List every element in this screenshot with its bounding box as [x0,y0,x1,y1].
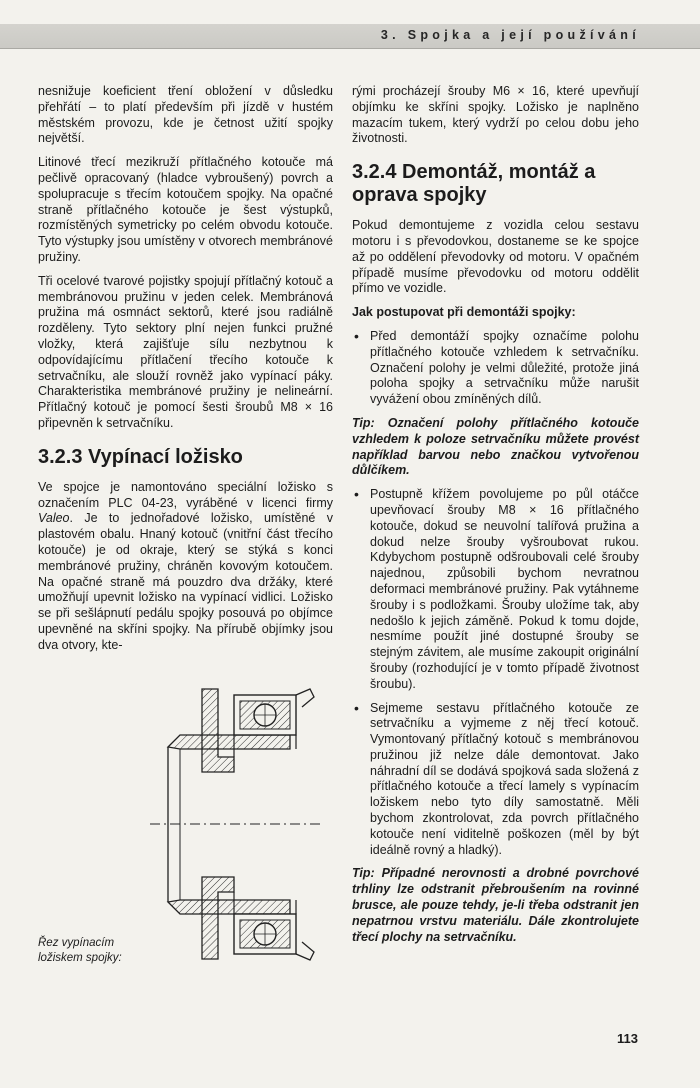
text-run: . Je to jednořadové ložisko, umístěné v plastovém obalu. Hnaný kotouč (vnitřní část třecího kotouče) je od okraje, který se stýká s konci membránové pružiny, chráněn kovovým kotoučem. Na opačné straně má pouzdro dva držáky, které umožňují upevnit ložisko na vypínací vidlici. Ložisko se při sešlápnutí pedálu spojky posouvá po objímce upevněné na skříni spojky. Na přírubě objímky jsou dva otvory, kte- [38,511,333,652]
bullet-list [352,329,639,408]
section-heading: 3.2.4 Demontáž, montáž a oprava spojky [352,161,596,207]
chapter-title: 3. Spojka a její používání [380,28,640,42]
paragraph: nesnižuje koeficient tření obložení v důsledku přehřátí – to platí především při jízdě v hustém městském provozu, kde je četnost užití spojky největší. [38,84,333,146]
subheading: Jak postupovat při demontáži spojky: [352,305,576,320]
list-item: • Sejmeme sestavu přítlačného kotouče ze setrvačníku a vyjmeme z něj třecí kotouč. Vymontovaný přítlačný kotouč s membránovou pružinou již nelze dále demontovat. Jako náhradní díl se dodává spojková sada složená z přítlačného kotouče a třecí lamely s vypínacím ložiskem nebo tyto díly samostatně. Měli bychom zkontrolovat, zda povrch přítlačného kotouče není viditelně poškozen (měl by být ideálně rovný a hladký). [352,701,639,859]
bearing-cross-section-drawing [150,687,320,962]
left-column [38,84,333,662]
page-number: 113 [617,1031,638,1046]
list-item: • Postupně křížem povolujeme po půl otáčce upevňovací šrouby M8 × 16 přítlačného kotouče, dokud se neuvolní talířová pružina a dokud nelze šrouby vyšroubovat rukou. Kdybychom postupně odšroubovali celé šrouby najednou, způsobili bychom nevratnou deformaci membránové pružiny. Pak vytáhneme šrouby i s podložkami. Šrouby uložíme tak, aby nedošlo k jejich záměně. Pokud k tomu dojde, nesmíme použít jiné dostupné šrouby se stejným závitem, ale musíme zakoupit originální šrouby (rozhodující je v tomto případě životnost šroubu). [352,487,639,692]
tip-note: Tip: Označení polohy přítlačného kotouče vzhledem k poloze setrvačníku můžete provést například barvou nebo značkou vytvořenou důlčíkem. [352,415,639,478]
paragraph [38,480,333,654]
list-item: • Před demontáží spojky označíme polohu přítlačného kotouče vzhledem k setrvačníku. Označení polohy je velmi důležité, protože jiná poloha spojky a setrvačníku může narušit vyvážení obou zmíněných dílů. [352,329,639,408]
chapter-header-bar [0,24,700,49]
paragraph: Pokud demontujeme z vozidla celou sestavu motoru i s převodovkou, dostaneme se ke spojce až po oddělení převodovky od motoru. V opačném případě musíme převodovku od motoru oddělit přímo ve vozidle. [352,218,639,296]
section-heading: 3.2.3 Vypínací ložisko [38,445,243,468]
paragraph: rými procházejí šrouby M6 × 16, které upevňují objímku ke skříni spojky. Ložisko je naplněno mazacím tukem, který vydrží po celou dobu jeho životnosti. [352,84,639,146]
text-run: Ve spojce je namontováno speciální ložisko s označením PLC 04-23, vyráběné v licenci firmy [38,479,333,510]
paragraph: Litinové třecí mezikruží přítlačného kotouče má pečlivě opracovaný (hladce vybroušený) povrch a spolupracuje s třecím kotoučem spojky. Na opačné straně přítlačného kotouče je šest výstupků, rozmístěných symetricky po celém obvodu kotouče. Tyto výstupky jsou umístěny v otvorech membránové pružiny. [38,155,333,264]
bullet-list [352,487,639,858]
brand-name: Valeo [38,511,70,526]
figure-caption: Řez vypínacím ložiskem spojky: [38,937,122,964]
bearing-cross-section-figure [150,687,320,962]
tip-note: Tip: Případné nerovnosti a drobné povrchové trhliny lze odstranit přebroušením na rovinné brusce, ale pouze tehdy, je-li třeba odstranit jen nepatrnou vrstvu materiálu. Dále zkontrolujete třecí plochy na setrvačníku. [352,866,639,944]
right-column [352,84,639,953]
paragraph: Tři ocelové tvarové pojistky spojují přítlačný kotouč a membránovou pružinu v jeden celek. Membránová pružina má osmnáct sektorů, které jsou radiálně rozděleny. Tyto sektory plní nejen funkci pružné vložky, která zajišťuje sílu nezbytnou k odpovídajícímu přítlačení třecího kotouče k setrvačníku, ale slouží rovněž jako vypínací páky. Charakteristika membránové pružiny je nelineární. Přítlačný kotouč je pomocí šesti šroubů M8 × 16 připevněn k setrvačníku. [38,273,333,430]
